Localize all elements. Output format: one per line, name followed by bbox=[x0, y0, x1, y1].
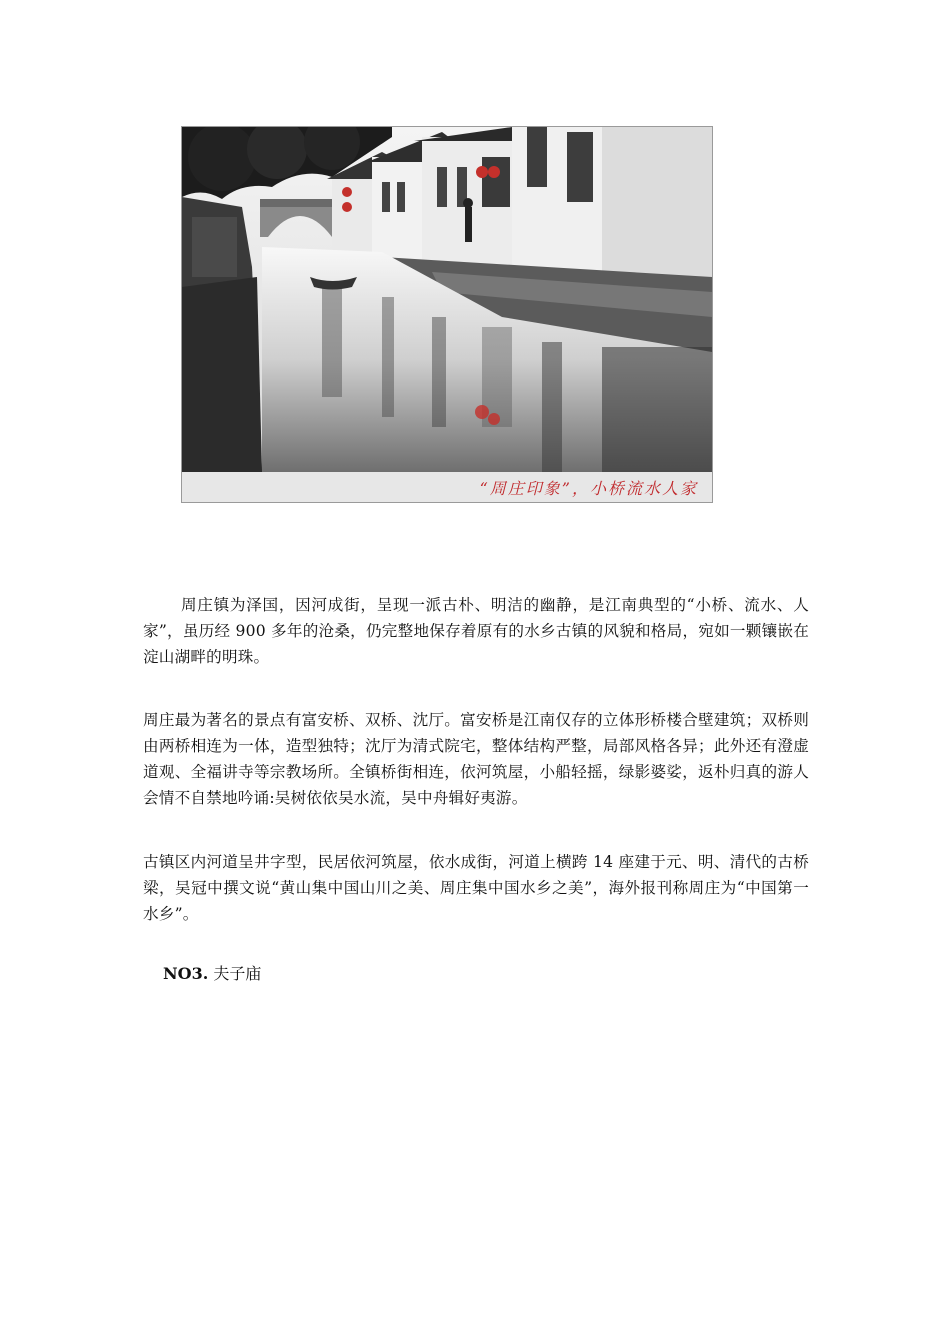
paragraph-canals: 古镇区内河道呈井字型，民居依河筑屋，依水成街，河道上横跨 14 座建于元、明、清代的古桥梁，吴冠中撰文说“黄山集中国山川之美、周庄集中国水乡之美”，海外报刊称周庄为“中国第一水乡”。 bbox=[143, 853, 809, 923]
paragraph-attractions: 周庄最为著名的景点有富安桥、双桥、沈厅。富安桥是江南仅存的立体形桥楼合壁建筑；双桥则由两桥相连为一体，造型独特；沈厅为清式院宅，整体结构严整，局部风格各异；此外还有澄虚道观、全福讲寺等宗教场所。全镇桥街相连，依河筑屋，小船轻摇，绿影婆娑，返朴归真的游人会情不自禁地吟诵:吴树依依吴水流，吴中舟辑好夷游。 bbox=[143, 711, 809, 807]
photo-caption: “周庄印象”，小桥流水人家 bbox=[479, 478, 698, 498]
paragraph-intro: 周庄镇为泽国，因河成街，呈现一派古朴、明洁的幽静，是江南典型的“小桥、流水、人家”，虽历经 900 多年的沧桑，仍完整地保存着原有的水乡古镇的风貌和格局，宛如一颗镶嵌在淀山湖畔的明珠。 bbox=[143, 596, 809, 666]
photo-caption-strip bbox=[182, 472, 712, 502]
section-number: NO3. bbox=[163, 964, 209, 983]
section-heading bbox=[163, 961, 261, 987]
canal-scene-illustration bbox=[182, 127, 712, 472]
section-title: 夫子庙 bbox=[213, 964, 262, 983]
zhouzhuang-photo bbox=[181, 126, 713, 503]
